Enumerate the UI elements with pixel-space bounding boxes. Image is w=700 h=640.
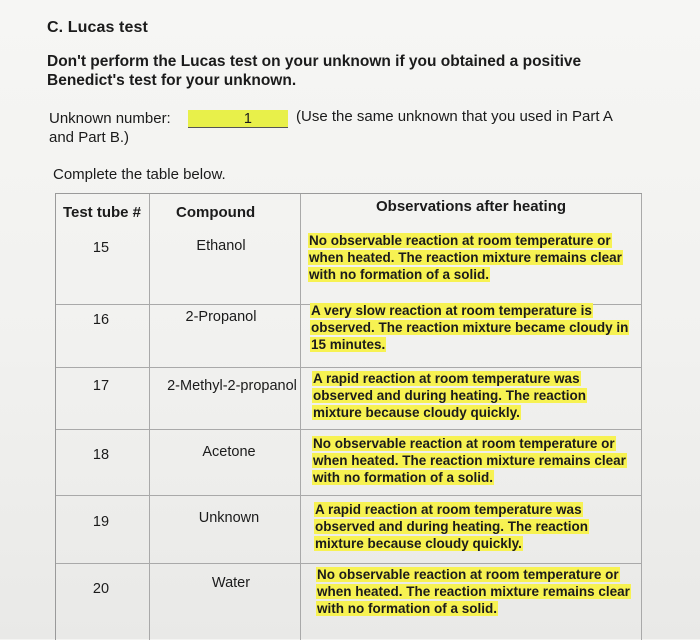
table-cell-compound: Unknown: [198, 510, 260, 526]
lucas-test-table: [55, 193, 642, 640]
row-divider: [56, 563, 642, 564]
observation-text: A rapid reaction at room temperature was observed and during heating. The reaction mixture because cloudy quickly.: [313, 371, 587, 420]
table-divider: [641, 194, 642, 640]
unknown-number-field[interactable]: 1: [188, 110, 288, 128]
table-cell-compound: 2-Propanol: [185, 309, 257, 325]
table-cell-observation[interactable]: [312, 435, 632, 486]
header-observations: Observations after heating: [376, 198, 567, 215]
table-cell-observation[interactable]: [314, 501, 634, 552]
table-cell-tube: 16: [92, 312, 110, 328]
table-cell-tube: 19: [92, 514, 110, 530]
table-cell-observation[interactable]: [312, 370, 632, 421]
table-cell-observation[interactable]: [316, 566, 636, 617]
observation-text: A very slow reaction at room temperature is observed. The reaction mixture became cloudy in 15 minutes.: [311, 303, 629, 352]
table-cell-tube: 17: [92, 378, 110, 394]
table-cell-tube: 15: [92, 240, 110, 256]
row-divider: [56, 367, 642, 368]
table-cell-compound: Ethanol: [196, 238, 246, 254]
observation-text: No observable reaction at room temperature or when heated. The reaction mixture remains clear with no formation of a solid.: [317, 567, 630, 616]
observation-text: No observable reaction at room temperature or when heated. The reaction mixture remains clear with no formation of a solid.: [313, 436, 626, 485]
table-cell-compound: 2-Methyl-2-propanol: [167, 378, 297, 394]
table-instruction: Complete the table below.: [53, 166, 226, 183]
unknown-note-line-2: and Part B.): [49, 129, 130, 146]
observation-text: No observable reaction at room temperature or when heated. The reaction mixture remains clear with no formation of a solid.: [309, 233, 622, 282]
table-cell-observation[interactable]: [310, 302, 630, 353]
unknown-note-line-1: (Use the same unknown that you used in Part A: [296, 108, 613, 125]
observation-text: A rapid reaction at room temperature was observed and during heating. The reaction mixture because cloudy quickly.: [315, 502, 589, 551]
header-compound: Compound: [176, 204, 256, 221]
table-divider: [149, 194, 150, 640]
header-test-tube: Test tube #: [62, 204, 142, 221]
section-title: C. Lucas test: [47, 19, 148, 36]
row-divider: [56, 429, 642, 430]
table-cell-compound: Water: [211, 575, 251, 591]
table-divider: [300, 194, 301, 640]
table-cell-observation[interactable]: [308, 232, 628, 283]
table-cell-compound: Acetone: [202, 444, 256, 460]
warning-text: Don't perform the Lucas test on your unknown if you obtained a positive Benedict's test for your unknown.: [47, 53, 582, 89]
unknown-number-label: Unknown number:: [49, 110, 171, 127]
table-cell-tube: 20: [92, 581, 110, 597]
table-cell-tube: 18: [92, 447, 110, 463]
row-divider: [56, 495, 642, 496]
